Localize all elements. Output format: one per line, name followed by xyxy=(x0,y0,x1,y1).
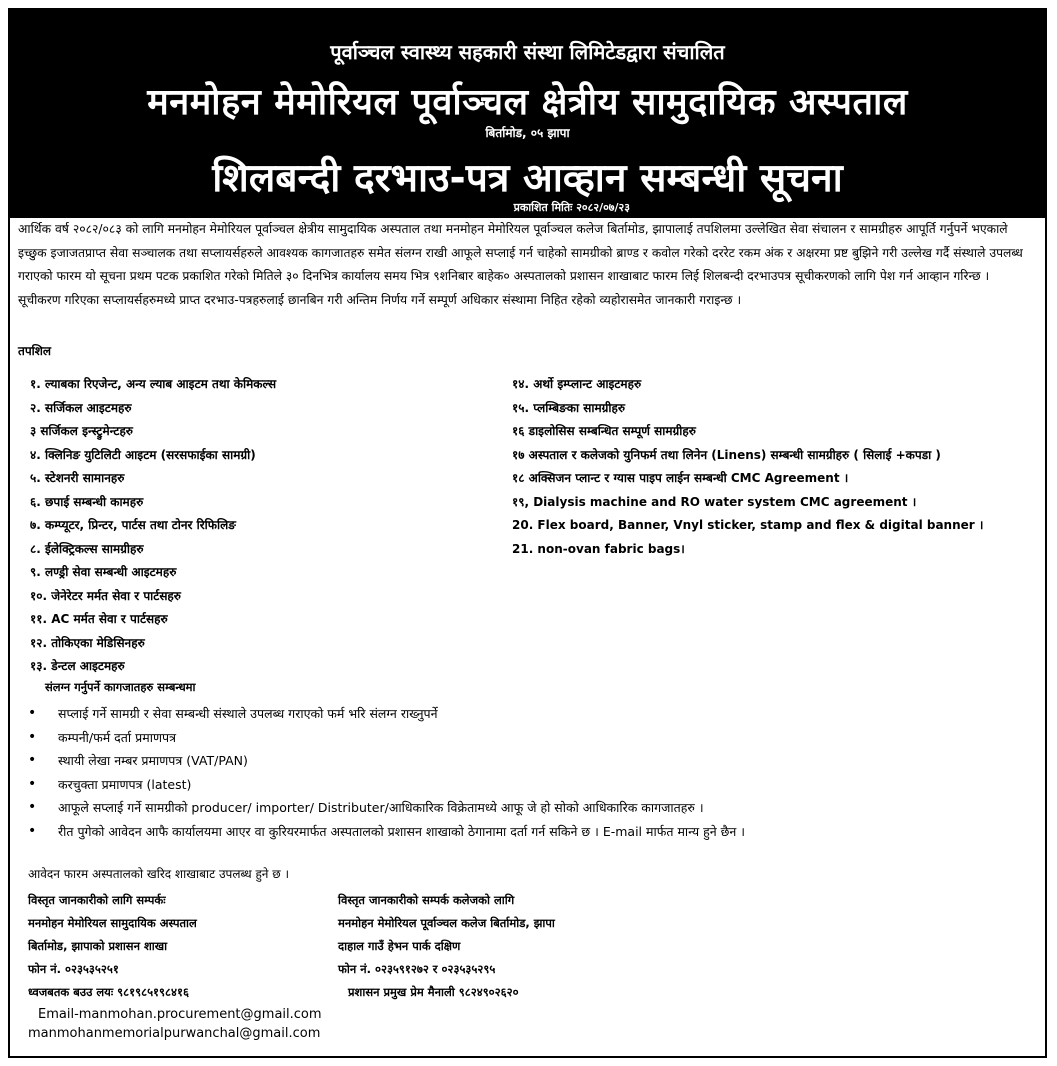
list-item: १५. प्लम्बिङका सामग्रीहरु xyxy=(512,400,626,415)
list-item: २. सर्जिकल आइटमहरु xyxy=(30,400,132,415)
bullet-icon: • xyxy=(28,728,37,745)
contact-hospital xyxy=(28,889,328,1004)
intro-paragraph-1: आर्थिक वर्ष २०८२/०८३ को लागि मनमोहन मेमोरियल पूर्वाञ्चल क्षेत्रीय सामुदायिक अस्पताल तथा मनमोहन मेमोरियल पूर्वाञ्चल कलेज बिर्तामोड, झापालाई तपशिलमा उल्लेखित सेवा संचालन र सामग्रीहरु आपूर्ति गर्नुपर्ने भएकाले इच्छुक इजाजतप्राप्त सेवा सञ्चालक तथा सप्लायर्सहरुले आवश्यक कागजातहरु समेत संलग्न राखी आफूले सप्लाई गर्न चाहेको सामग्रीको ब्राण्ड र कवोल गरेको दररेट रकम अंक र अक्षरमा प्रष्ट बुझिने गरी उल्लेख गर्दै संस्थाले उपलब्ध गराएको फारम यो सूचना प्रथम पटक प्रकाशित गरेको मितिले ३० दिनभित्र कार्यालय समय भित्र ९शनिबार बाहेक० अस्पतालको प्रशासन शाखाबाट फारम लिई शिलबन्दी दरभाउपत्र सूचीकरणको लागि पेश गर्न आव्हान गरिन्छ । xyxy=(18,222,1023,283)
email-memorial: manmohanmemorialpurwanchal@gmail.com xyxy=(28,1026,321,1041)
document-text: रीत पुगेको आवेदन आफै कार्यालयमा आएर वा कुरियरमार्फत अस्पतालको प्रशासन शाखाको ठेगानामा दर्ता गर्न सकिने छ । E-mail मार्फत मान्य हुने छैन । xyxy=(58,823,746,839)
list-item: ११. AC मर्मत सेवा र पार्टसहरु xyxy=(30,612,168,626)
contact-line: बिर्तामोड, झापाको प्रशासन शाखा xyxy=(28,939,168,953)
list-item: १४. अर्थो इम्प्लान्ट आइटमहरु xyxy=(512,377,642,391)
list-item: १३. डेन्टल आइटमहरु xyxy=(30,659,125,673)
list-item xyxy=(28,796,1028,820)
contact-line: फोन नं. ०२३५९१२७२ र ०२३५३५२९५ xyxy=(338,962,496,976)
contact-line: ध्वजबतक बउउ लयः ९८१९८५१९८४१६ xyxy=(28,985,189,999)
list-item: ३ सर्जिकल इन्स्ट्रुमेन्टहरु xyxy=(30,424,133,438)
document-text: आफूले सप्लाई गर्ने सामग्रीको producer/ importer/ Distributer/आधिकारिक विक्रेतामध्ये आफू जे हो सोको आधिकारिक कागजातहरु । xyxy=(58,800,704,815)
list-item: १२. तोकिएका मेडिसिनहरु xyxy=(30,635,145,650)
document-text: स्थायी लेखा नम्बर प्रमाणपत्र (VAT/PAN) xyxy=(58,753,248,768)
notice-header xyxy=(10,10,1045,218)
list-item: ९. लण्ड्री सेवा सम्बन्धी आइटमहरु xyxy=(30,565,177,579)
list-item xyxy=(28,702,1028,726)
published-date: प्रकाशित मितिः २०८२/०७/२३ xyxy=(513,201,630,214)
list-item: ५. स्टेशनरी सामानहरु xyxy=(30,471,125,485)
email-block xyxy=(28,1005,322,1043)
list-item: १६ डाइलोसिस सम्बन्धित सम्पूर्ण सामग्रीहरु xyxy=(512,424,696,438)
list-item: ६. छपाई सम्बन्धी कामहरु xyxy=(30,494,144,509)
contact-line: विस्तृत जानकारीको लागि सम्पर्कः xyxy=(28,893,166,907)
hospital-name: मनमोहन मेमोरियल पूर्वाञ्चल क्षेत्रीय सामुदायिक अस्पताल xyxy=(147,82,908,123)
email-procurement: Email-manmohan.procurement@gmail.com xyxy=(38,1007,322,1022)
contact-line: दाहाल गाउँ हेभन पार्क दक्षिण xyxy=(338,939,461,953)
list-item: ८. ईलेक्ट्रिकल्स सामग्रीहरु xyxy=(30,541,144,556)
list-item: १०. जेनेरेटर मर्मत सेवा र पार्टसहरु xyxy=(30,588,181,603)
list-item xyxy=(28,749,1028,773)
list-item xyxy=(28,726,1028,750)
form-availability: आवेदन फारम अस्पतालको खरिद शाखाबाट उपलब्ध हुने छ । xyxy=(28,867,290,881)
bullet-icon: • xyxy=(28,752,37,768)
list-item: १८ अक्सिजन प्लान्ट र ग्यास पाइप लाईन सम्बन्धी CMC Agreement । xyxy=(512,471,849,485)
contact-college xyxy=(338,889,658,1004)
contact-line: फोन नं. ०२३५३५२५१ xyxy=(28,962,119,976)
list-item: ७. कम्प्यूटर, प्रिन्टर, पार्टस तथा टोनर रिफिलिङ xyxy=(30,518,236,532)
documents-heading: संलग्न गर्नुपर्ने कागजातहरु सम्बन्धमा xyxy=(45,680,196,694)
list-item: 21. non-ovan fabric bags। xyxy=(512,541,685,556)
bullet-icon: • xyxy=(28,799,37,815)
intro-text xyxy=(18,218,1028,312)
list-item xyxy=(28,820,1028,844)
document-text: सप्लाई गर्ने सामग्री र सेवा सम्बन्धी संस्थाले उपलब्ध गराएको फर्म भरि संलग्न राख्नुपर्ने xyxy=(58,706,438,721)
hospital-address: बिर्तामोड, ०५ झापा xyxy=(485,126,570,140)
list-item: १७ अस्पताल र कलेजको युनिफर्म तथा लिनेन (Linens) सम्बन्धी सामग्रीहरु ( सिलाई +कपडा ) xyxy=(512,447,941,462)
contact-line: मनमोहन मेमोरियल पूर्वाञ्चल कलेज बिर्तामोड, झापा xyxy=(338,916,555,930)
contact-line: प्रशासन प्रमुख प्रेम मैनाली ९८२४९०२६२० xyxy=(348,985,519,999)
contact-line: मनमोहन मेमोरियल सामुदायिक अस्पताल xyxy=(28,916,197,930)
items-right-column xyxy=(512,373,1012,561)
list-item xyxy=(28,773,1028,797)
list-item: १९, Dialysis machine and RO water system CMC agreement । xyxy=(512,494,917,509)
notice-title: शिलबन्दी दरभाउ-पत्र आव्हान सम्बन्धी सूचना xyxy=(212,156,843,201)
bullet-icon: • xyxy=(28,705,37,721)
list-item: १. ल्याबका रिएजेन्ट, अन्य ल्याब आइटम तथा केमिकल्स xyxy=(30,377,277,391)
document-text: करचुक्ता प्रमाणपत्र (latest) xyxy=(58,776,192,792)
bullet-icon: • xyxy=(28,775,37,792)
intro-paragraph-2: सूचीकरण गरिएका सप्लायर्सहरुमध्ये प्राप्त दरभाउ-पत्रहरुलाई छानबिन गरी अन्तिम निर्णय गर्ने सम्पूर्ण अधिकार संस्थामा निहित रहेको व्यहोरासमेत जानकारी गराइन्छ । xyxy=(18,292,742,307)
items-left-column xyxy=(30,373,500,679)
bullet-icon: • xyxy=(28,822,37,839)
cooperative-line: पूर्वाञ्चल स्वास्थ्य सहकारी संस्था लिमिटेडद्वारा संचालित xyxy=(330,40,725,64)
tapsil-heading: तपशिल xyxy=(18,344,52,358)
list-item: 20. Flex board, Banner, Vnyl sticker, stamp and flex & digital banner । xyxy=(512,518,984,532)
contact-line: विस्तृत जानकारीको सम्पर्क कलेजको लागि xyxy=(338,893,515,907)
document-text: कम्पनी/फर्म दर्ता प्रमाणपत्र xyxy=(58,729,176,745)
list-item: ४. क्लिनिङ युटिलिटी आइटम (सरसफाईका सामग्री) xyxy=(30,447,256,462)
documents-list xyxy=(28,702,1028,843)
